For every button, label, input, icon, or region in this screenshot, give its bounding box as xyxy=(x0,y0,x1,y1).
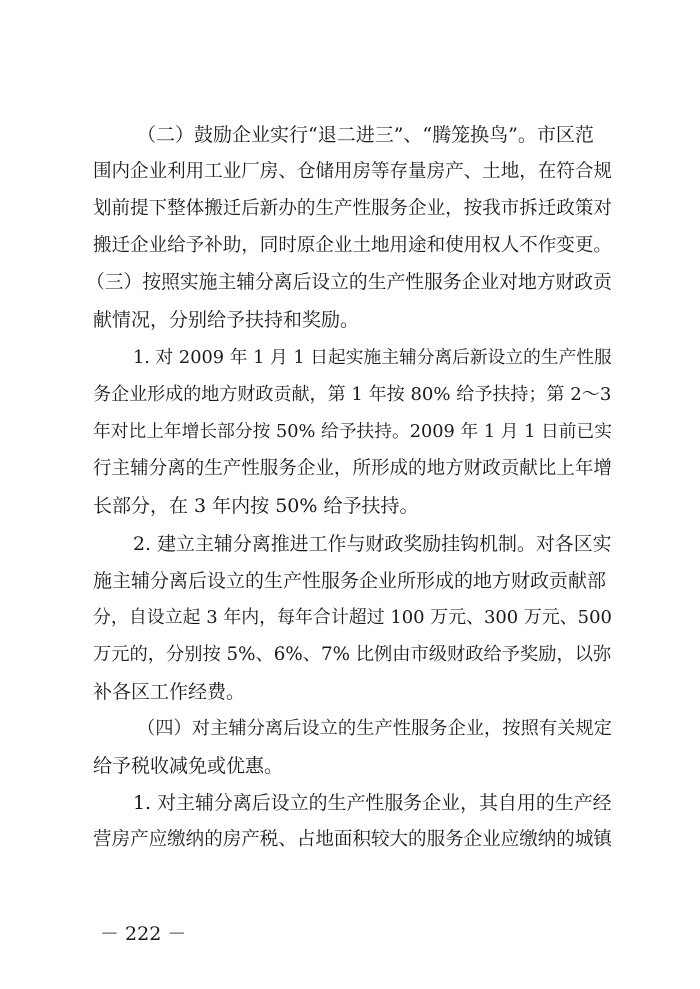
text-line: 2. 建立主辅分离推进工作与财政奖励挂钩机制。对各区实 xyxy=(133,533,612,555)
text-line: 划前提下整体搬迁后新办的生产性服务企业，按我市拆迁政策对 xyxy=(93,198,612,219)
text-line: （四）对主辅分离后设立的生产性服务企业，按照有关规定 xyxy=(137,718,612,739)
text-line: 分，自设立起 3 年内，每年合计超过 100 万元、300 万元、500 xyxy=(93,607,612,628)
text-line: 营房产应缴纳的房产税、占地面积较大的服务企业应缴纳的城镇 xyxy=(93,829,612,850)
text-line: 万元的，分别按 5%、6%、7% 比例由市级财政给予奖励，以弥 xyxy=(93,644,612,665)
text-line: 搬迁企业给予补助，同时原企业土地用途和使用权人不作变更。 xyxy=(93,235,612,256)
text-line: 1. 对 2009 年 1 月 1 日起实施主辅分离后新设立的生产性服 xyxy=(133,348,612,368)
text-line: 务企业形成的地方财政贡献，第 1 年按 80% 给予扶持；第 2～3 xyxy=(93,384,612,405)
text-line: 补各区工作经费。 xyxy=(93,681,246,703)
text-line: （三）按照实施主辅分离后设立的生产性服务企业对地方财政贡 xyxy=(86,272,612,293)
text-line: 长部分，在 3 年内按 50% 给予扶持。 xyxy=(93,495,419,517)
text-line: 行主辅分离的生产性服务企业，所形成的地方财政贡献比上年增 xyxy=(93,458,612,479)
text-line: 献情况，分别给予扶持和奖励。 xyxy=(93,309,360,331)
text-line: 施主辅分离后设立的生产性服务企业所形成的地方财政贡献部 xyxy=(93,570,607,592)
text-line: 1. 对主辅分离后设立的生产性服务企业，其自用的生产经 xyxy=(133,792,612,814)
text-line: 给予税收减免或优惠。 xyxy=(93,755,284,777)
text-line: 围内企业利用工业厂房、仓储用房等存量房产、土地，在符合规 xyxy=(93,161,612,182)
text-line: （二）鼓励企业实行“退二进三”、“腾笼换鸟”。市区范 xyxy=(137,124,594,146)
page-number: － 222 － xyxy=(100,923,187,945)
text-line: 年对比上年增长部分按 50% 给予扶持。2009 年 1 月 1 日前已实 xyxy=(93,422,612,442)
